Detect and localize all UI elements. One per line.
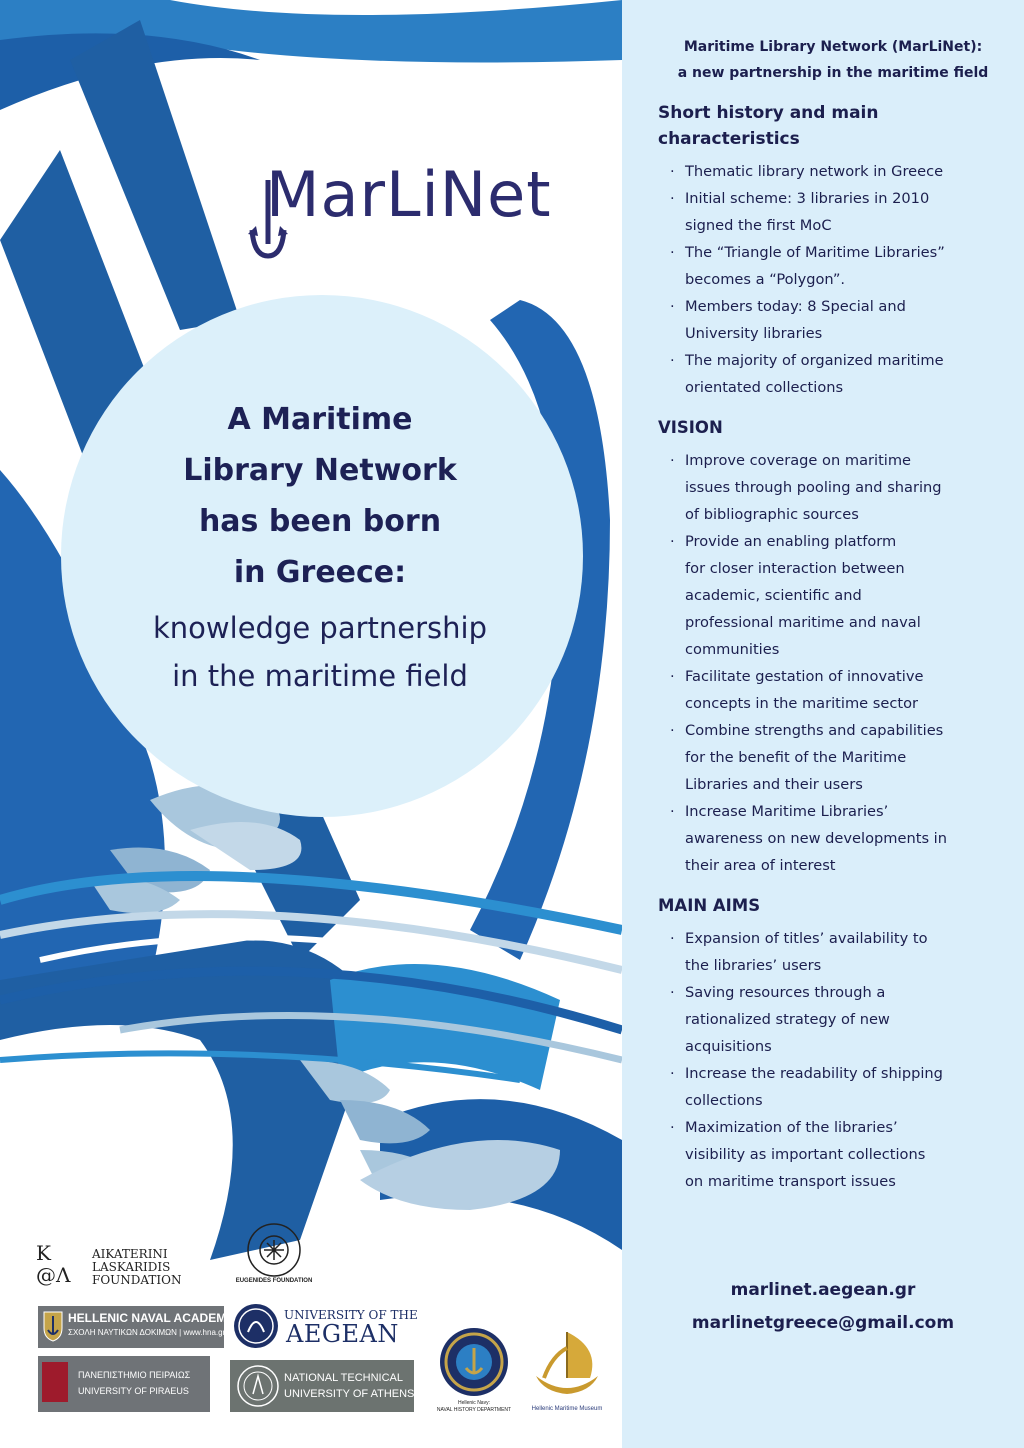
laskaridis-foundation-logo xyxy=(36,1242,206,1288)
naval-history-line2: NAVAL HISTORY DEPARTMENT xyxy=(436,1407,512,1413)
headline-line: Library Network xyxy=(183,453,457,488)
headline-line: in Greece: xyxy=(233,555,407,590)
list-item-line: acquisitions xyxy=(685,1038,772,1055)
list-item-line: Combine strengths and capabilities xyxy=(685,722,944,739)
bullet-icon: · xyxy=(670,1119,675,1136)
headline-line: has been born xyxy=(198,504,442,539)
section-heading xyxy=(658,893,1008,919)
ntua-line2: UNIVERSITY OF ATHENS xyxy=(284,1388,415,1400)
info-panel-content xyxy=(658,34,1008,1195)
section-heading xyxy=(658,100,1008,152)
website-link[interactable]: marlinet.aegean.gr xyxy=(730,1280,916,1300)
list-item xyxy=(658,1060,1008,1114)
ntua-line1: NATIONAL TECHNICAL xyxy=(284,1372,403,1384)
section-list xyxy=(658,447,1008,879)
list-item-line: academic, scientific and xyxy=(685,587,862,604)
aegean-university-logo xyxy=(232,1300,418,1352)
section-heading-line: MAIN AIMS xyxy=(658,896,761,915)
list-item-line: The “Triangle of Maritime Libraries” xyxy=(685,244,945,261)
laskaridis-glyph: K xyxy=(36,1241,51,1265)
list-item-line: Facilitate gestation of innovative xyxy=(685,668,924,685)
marlinet-logo xyxy=(248,158,588,268)
email-link[interactable]: marlinetgreece@gmail.com xyxy=(691,1313,955,1333)
list-item xyxy=(658,347,1008,401)
bullet-icon: · xyxy=(670,244,675,261)
laskaridis-glyphs xyxy=(36,1242,80,1286)
list-item-line: collections xyxy=(685,1092,763,1109)
list-item-line: for closer interaction between xyxy=(685,560,905,577)
list-item-line: The majority of organized maritime xyxy=(685,352,944,369)
maritime-museum-name: Hellenic Maritime Museum xyxy=(531,1406,603,1412)
list-item-line: Thematic library network in Greece xyxy=(685,163,944,180)
section-heading xyxy=(658,415,1008,441)
section-list xyxy=(658,925,1008,1195)
list-item-line: Members today: 8 Special and xyxy=(685,298,906,315)
eugenides-caption: EUGENIDES FOUNDATION xyxy=(235,1278,313,1284)
panel-intro-line: Maritime Library Network (MarLiNet): xyxy=(683,39,983,55)
eugenides-foundation-logo xyxy=(232,1220,316,1290)
list-item-line: Saving resources through a xyxy=(685,984,886,1001)
list-item-line: visibility as important collections xyxy=(685,1146,926,1163)
naval-academy-logo xyxy=(38,1306,235,1348)
panel-intro-line: a new partnership in the maritime field xyxy=(677,65,989,81)
headline xyxy=(70,394,570,700)
eugenides-seal-icon xyxy=(232,1220,316,1278)
bullet-icon: · xyxy=(670,452,675,469)
list-item-line: orientated collections xyxy=(685,379,844,396)
bullet-icon: · xyxy=(670,984,675,1001)
section-list xyxy=(658,158,1008,401)
list-item-line: Initial scheme: 3 libraries in 2010 xyxy=(685,190,930,207)
panel-sections xyxy=(658,100,1008,1195)
headline-line: A Maritime xyxy=(227,402,413,437)
bullet-icon: · xyxy=(670,1065,675,1082)
list-item xyxy=(658,717,1008,798)
list-item-line: rationalized strategy of new xyxy=(685,1011,890,1028)
naval-history-seal-icon xyxy=(435,1326,513,1398)
list-item xyxy=(658,239,1008,293)
list-item-line: Improve coverage on maritime xyxy=(685,452,912,469)
piraeus-university-logo xyxy=(38,1356,210,1412)
list-item-line: signed the first MoC xyxy=(685,217,832,234)
bullet-icon: · xyxy=(670,668,675,685)
list-item xyxy=(658,447,1008,528)
list-item-line: Increase the readability of shipping xyxy=(685,1065,943,1082)
list-item-line: professional maritime and naval xyxy=(685,614,921,631)
list-item-line: becomes a “Polygon”. xyxy=(685,271,846,288)
list-item xyxy=(658,1114,1008,1195)
aegean-line1: UNIVERSITY OF THE xyxy=(284,1308,418,1322)
list-item-line: on maritime transport issues xyxy=(685,1173,896,1190)
aegean-line2: AEGEAN xyxy=(286,1320,399,1348)
naval-academy-subtitle: ΣΧΟΛΗ ΝΑΥΤΙΚΩΝ ΔΟΚΙΜΩΝ | www.hna.gr xyxy=(68,1328,226,1337)
contact-block xyxy=(622,1274,1024,1340)
list-item xyxy=(658,158,1008,185)
marlinet-wordmark: MarLiNet xyxy=(266,158,552,231)
list-item-line: the libraries’ users xyxy=(685,957,822,974)
piraeus-line1: ΠΑΝΕΠΙΣΤΗΜΙΟ ΠΕΙΡΑΙΩΣ xyxy=(78,1370,191,1380)
bullet-icon: · xyxy=(670,163,675,180)
bullet-icon: · xyxy=(670,930,675,947)
aegean-seal-icon xyxy=(232,1302,280,1350)
maritime-museum-logo xyxy=(520,1328,614,1414)
list-item xyxy=(658,663,1008,717)
list-item xyxy=(658,293,1008,347)
list-item-line: communities xyxy=(685,641,780,658)
list-item xyxy=(658,528,1008,663)
list-item xyxy=(658,979,1008,1060)
list-item-line: for the benefit of the Maritime xyxy=(685,749,907,766)
section-heading-line: VISION xyxy=(658,418,723,437)
ntua-seal-icon xyxy=(236,1364,280,1408)
list-item-line: Provide an enabling platform xyxy=(685,533,897,550)
list-item xyxy=(658,925,1008,979)
piraeus-crest-icon xyxy=(42,1362,68,1402)
list-item-line: Expansion of titles’ availability to xyxy=(685,930,928,947)
info-panel xyxy=(622,0,1024,1448)
bullet-icon: · xyxy=(670,190,675,207)
list-item xyxy=(658,185,1008,239)
list-item xyxy=(658,798,1008,879)
list-item-line: their area of interest xyxy=(685,857,836,874)
section-heading-line: characteristics xyxy=(658,129,800,149)
naval-academy-title: HELLENIC NAVAL ACADEMY xyxy=(68,1311,235,1325)
laskaridis-name-line: LASKARIDIS xyxy=(92,1260,171,1274)
laskaridis-name-line: FOUNDATION xyxy=(92,1273,182,1287)
headline-subline: in the maritime field xyxy=(172,659,468,693)
laskaridis-name xyxy=(92,1248,182,1287)
bullet-icon: · xyxy=(670,803,675,820)
naval-academy-crest-icon xyxy=(42,1310,64,1342)
list-item-line: awareness on new developments in xyxy=(685,830,947,847)
bullet-icon: · xyxy=(670,533,675,550)
headline-subline: knowledge partnership xyxy=(153,611,487,645)
list-item-line: Libraries and their users xyxy=(685,776,863,793)
list-item-line: University libraries xyxy=(685,325,823,342)
laskaridis-name-line: AIKATERINI xyxy=(92,1247,168,1261)
laskaridis-glyph: @Λ xyxy=(36,1263,71,1287)
list-item-line: Increase Maritime Libraries’ xyxy=(685,803,889,820)
panel-intro xyxy=(658,34,1008,86)
ntua-logo xyxy=(230,1360,414,1412)
list-item-line: Maximization of the libraries’ xyxy=(685,1119,898,1136)
naval-history-line1: Hellenic Navy: xyxy=(458,1400,490,1406)
bullet-icon: · xyxy=(670,722,675,739)
ship-emblem-icon xyxy=(530,1328,604,1404)
piraeus-line2: UNIVERSITY OF PIRAEUS xyxy=(78,1386,189,1396)
list-item-line: of bibliographic sources xyxy=(685,506,859,523)
naval-history-logo xyxy=(426,1326,522,1416)
bullet-icon: · xyxy=(670,352,675,369)
list-item-line: issues through pooling and sharing xyxy=(685,479,942,496)
list-item-line: concepts in the maritime sector xyxy=(685,695,919,712)
bullet-icon: · xyxy=(670,298,675,315)
section-heading-line: Short history and main xyxy=(658,103,879,123)
